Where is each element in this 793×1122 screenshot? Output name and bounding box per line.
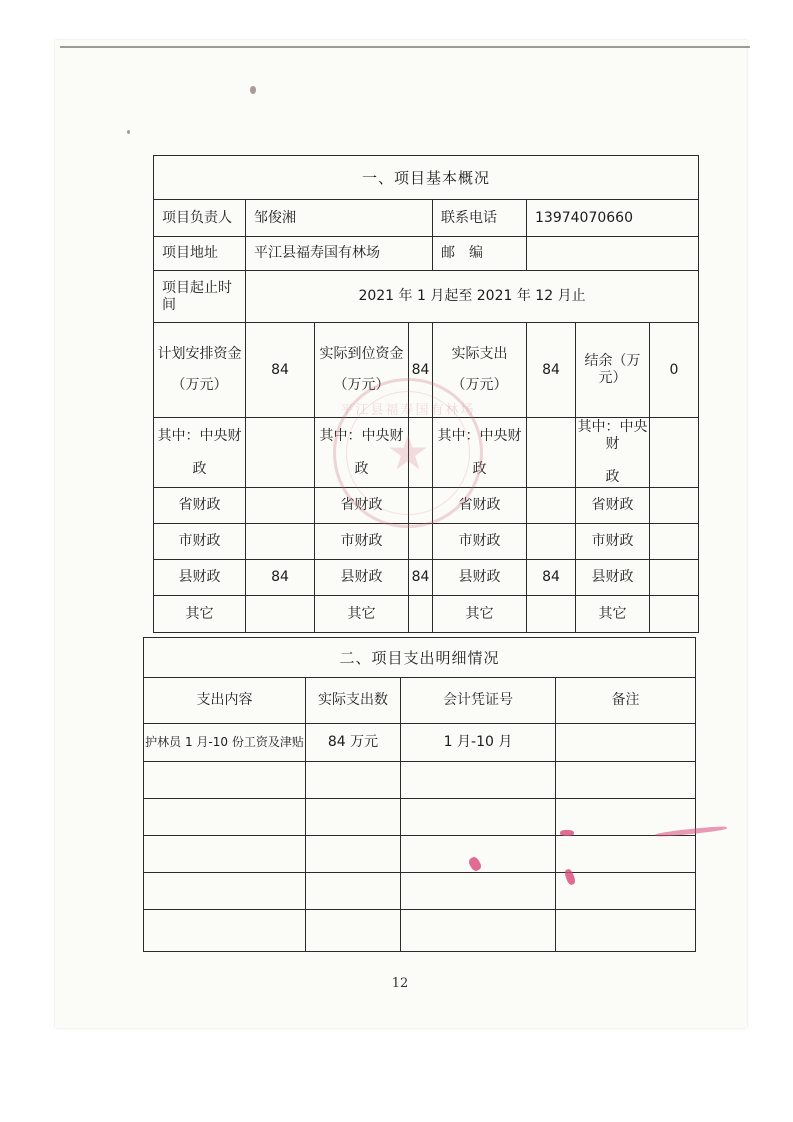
source-spent — [527, 596, 576, 633]
planned-funds-label-line1: 计划安排资金 — [157, 346, 242, 363]
postcode-label: 邮 编 — [433, 237, 527, 271]
scan-speck — [250, 86, 256, 94]
source-label-line2: 政 — [192, 460, 207, 477]
period-value: 2021 年 1 月起至 2021 年 12 月止 — [246, 271, 699, 323]
ink-mark — [560, 830, 574, 836]
expense-content — [144, 910, 306, 952]
address-label: 项目地址 — [154, 237, 246, 271]
source-label-arrived: 其它 — [315, 596, 409, 633]
source-row-county — [154, 560, 699, 596]
source-label — [154, 418, 246, 488]
seal-text: 平江县福寿国有林场 — [340, 403, 476, 418]
source-balance — [650, 488, 699, 524]
source-label-balance — [576, 418, 650, 488]
source-planned — [246, 524, 315, 560]
expense-amount — [306, 836, 401, 873]
source-arrived — [409, 596, 433, 633]
table-row — [144, 836, 696, 873]
source-arrived — [409, 488, 433, 524]
source-label-line2: 政 — [472, 460, 487, 477]
source-row-central — [154, 418, 699, 488]
source-label-balance: 市财政 — [576, 524, 650, 560]
source-label-balance: 县财政 — [576, 560, 650, 596]
spent-funds-label — [433, 323, 527, 418]
source-arrived — [409, 418, 433, 488]
spent-funds-label-line2: （万元） — [451, 377, 508, 393]
source-spent — [527, 418, 576, 488]
table-row — [144, 910, 696, 952]
section2-title: 二、项目支出明细情况 — [144, 638, 696, 678]
voucher-number — [401, 799, 556, 836]
table-header-row — [144, 678, 696, 724]
phone-value: 13974070660 — [527, 200, 699, 237]
expenditure-detail-table — [143, 637, 696, 952]
source-label-line1: 其中：中央财 — [319, 427, 404, 444]
source-balance — [650, 418, 699, 488]
remark — [556, 724, 696, 762]
project-overview-table — [153, 155, 699, 633]
source-planned — [246, 596, 315, 633]
voucher-number — [401, 910, 556, 952]
arrived-funds-label-line2: （万元） — [333, 377, 390, 393]
scan-edge-line — [60, 46, 750, 48]
source-label-arrived: 县财政 — [315, 560, 409, 596]
section1-title: 一、项目基本概况 — [154, 156, 699, 200]
arrived-funds-value: 84 — [409, 323, 433, 418]
expense-amount — [306, 910, 401, 952]
source-spent — [527, 524, 576, 560]
source-row-other — [154, 596, 699, 633]
source-row-city — [154, 524, 699, 560]
voucher-number: 1 月-10 月 — [401, 724, 556, 762]
source-label-line1: 其中：中央财 — [437, 427, 522, 444]
arrived-funds-label — [315, 323, 409, 418]
arrived-funds-label-line1: 实际到位资金 — [319, 346, 404, 363]
source-label-spent: 省财政 — [433, 488, 527, 524]
source-spent — [527, 488, 576, 524]
source-planned — [246, 418, 315, 488]
spent-funds-value: 84 — [527, 323, 576, 418]
source-arrived: 84 — [409, 560, 433, 596]
column-header: 支出内容 — [144, 678, 306, 724]
table-row — [144, 724, 696, 762]
source-label-arrived: 省财政 — [315, 488, 409, 524]
period-label: 项目起止时间 — [154, 271, 246, 323]
expense-content — [144, 799, 306, 836]
remark — [556, 762, 696, 799]
source-label: 省财政 — [154, 488, 246, 524]
expense-amount — [306, 799, 401, 836]
expense-amount — [306, 873, 401, 910]
source-label-line1: 其中：中央财 — [157, 427, 242, 444]
scan-speck — [127, 130, 130, 134]
seal-star-icon: ★ — [386, 425, 430, 481]
expense-content — [144, 836, 306, 873]
source-label-arrived: 市财政 — [315, 524, 409, 560]
balance-value: 0 — [650, 323, 699, 418]
source-arrived — [409, 524, 433, 560]
source-label-spent: 市财政 — [433, 524, 527, 560]
voucher-number — [401, 762, 556, 799]
phone-label: 联系电话 — [433, 200, 527, 237]
remark — [556, 873, 696, 910]
address-value: 平江县福寿国有林场 — [246, 237, 433, 271]
source-balance — [650, 524, 699, 560]
source-label: 县财政 — [154, 560, 246, 596]
source-label-arrived — [315, 418, 409, 488]
table-row — [144, 799, 696, 836]
source-balance — [650, 596, 699, 633]
source-balance — [650, 560, 699, 596]
source-label-balance: 其它 — [576, 596, 650, 633]
source-label-spent: 其它 — [433, 596, 527, 633]
source-planned — [246, 488, 315, 524]
source-label-line2: 政 — [605, 468, 620, 485]
remark — [556, 910, 696, 952]
planned-funds-value: 84 — [246, 323, 315, 418]
table-row — [144, 873, 696, 910]
source-planned: 84 — [246, 560, 315, 596]
column-header: 实际支出数 — [306, 678, 401, 724]
leader-value: 邹俊湘 — [246, 200, 433, 237]
source-row-province — [154, 488, 699, 524]
spent-funds-label-line1: 实际支出 — [451, 346, 508, 363]
planned-funds-label-line2: （万元） — [171, 377, 228, 393]
postcode-value — [527, 237, 699, 271]
source-label-spent: 县财政 — [433, 560, 527, 596]
expense-amount: 84 万元 — [306, 724, 401, 762]
expense-content — [144, 873, 306, 910]
column-header: 会计凭证号 — [401, 678, 556, 724]
voucher-number — [401, 873, 556, 910]
planned-funds-label — [154, 323, 246, 418]
source-label-line2: 政 — [354, 460, 369, 477]
expense-content — [144, 762, 306, 799]
source-label: 其它 — [154, 596, 246, 633]
expense-content: 护林员 1 月-10 份工资及津贴 — [144, 724, 306, 762]
page-number: 12 — [391, 976, 409, 991]
balance-label: 结余（万元） — [576, 323, 650, 418]
source-label-balance: 省财政 — [576, 488, 650, 524]
source-label: 市财政 — [154, 524, 246, 560]
leader-label: 项目负责人 — [154, 200, 246, 237]
source-spent: 84 — [527, 560, 576, 596]
expense-amount — [306, 762, 401, 799]
table-row — [144, 762, 696, 799]
source-label-line1: 其中：中央财 — [577, 419, 648, 453]
source-label-spent — [433, 418, 527, 488]
remark — [556, 836, 696, 873]
column-header: 备注 — [556, 678, 696, 724]
